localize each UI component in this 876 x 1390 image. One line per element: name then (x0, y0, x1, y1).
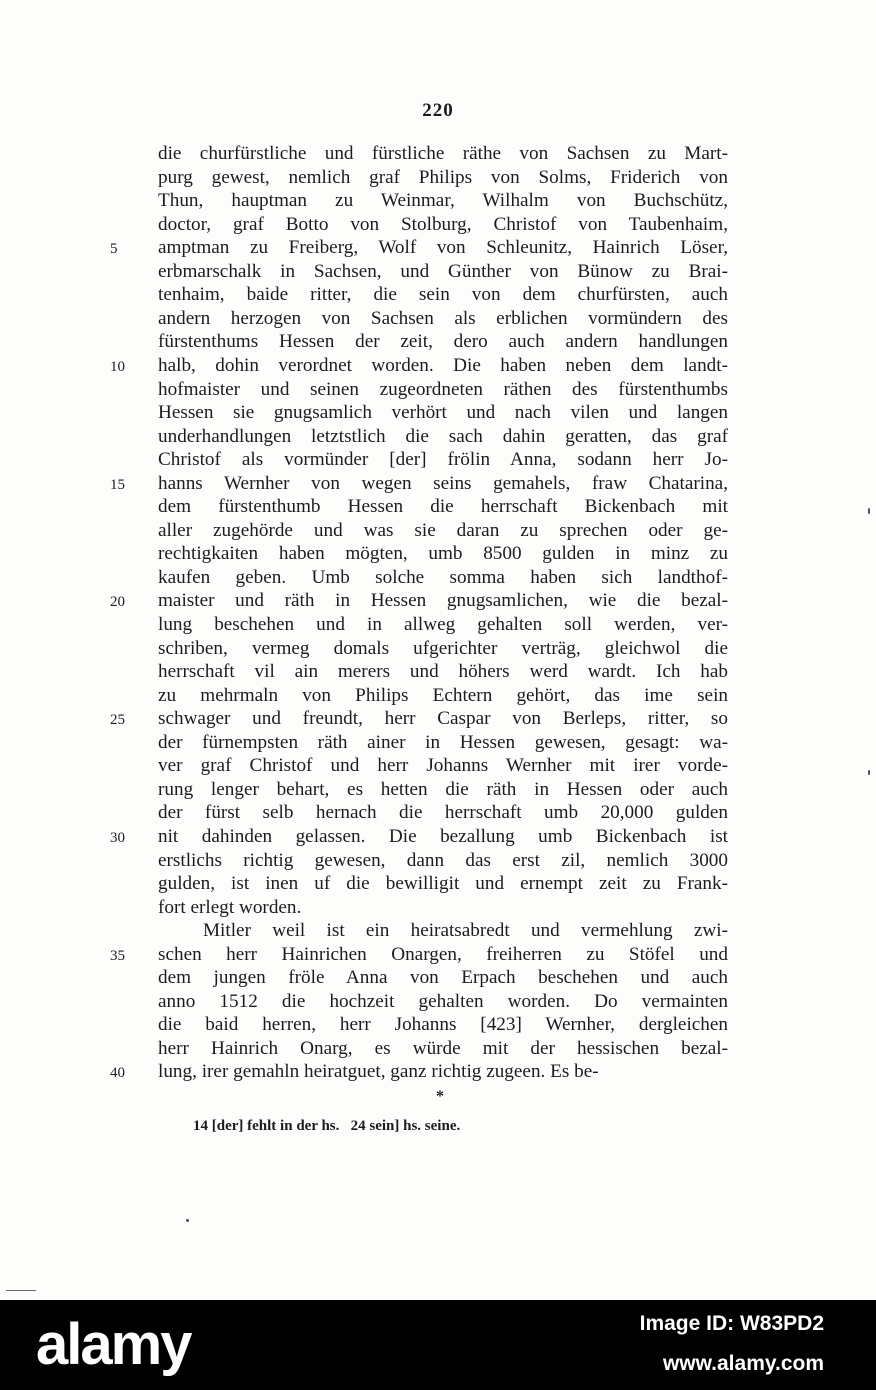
text-line: Hessen sie gnugsamlich verhört und nach vilen und langen (158, 402, 728, 423)
text-line: rechtigkaiten haben mögten, umb 8500 gulden in minz zu (158, 543, 728, 564)
text-line: gulden, ist inen uf die bewilligit und ernempt zeit zu Frank- (158, 873, 728, 894)
text-line: herr Hainrich Onarg, es würde mit der hessischen bezal- (158, 1038, 728, 1059)
scan-speck (868, 770, 870, 775)
text-line: schriben, vermeg domals ufgerichter verträg, gleichwol die (158, 638, 728, 659)
line-number: 10 (110, 359, 125, 375)
text-line: rung lenger behart, es hetten die räth in Hessen oder auch (158, 779, 728, 800)
scan-speck (868, 508, 870, 514)
text-line: underhandlungen letztstlich die sach dahin geratten, das graf (158, 426, 728, 447)
text-line: der fürst selb hernach die herrschaft umb 20,000 gulden (158, 802, 728, 823)
text-line: purg gewest, nemlich graf Philips von Solms, Friderich von (158, 167, 728, 188)
scan-speck (186, 1219, 189, 1222)
text-line: zu mehrmaln von Philips Echtern gehört, das ime sein (158, 685, 728, 706)
text-line: die baid herren, herr Johanns [423] Wernher, dergleichen (158, 1014, 728, 1035)
line-number: 35 (110, 948, 125, 964)
line-number: 5 (110, 241, 118, 257)
text-line: kaufen geben. Umb solche somma haben sich landthof- (158, 567, 728, 588)
text-line: der fürnempsten räth ainer in Hessen gewesen, gesagt: wa- (158, 732, 728, 753)
text-line: schen herr Hainrichen Onargen, freiherren zu Stöfel und (158, 944, 728, 965)
text-line: Mitler weil ist ein heiratsabredt und vermehlung zwi- (203, 920, 728, 941)
text-line: fürstenthums Hessen der zeit, dero auch andern handlungen (158, 331, 728, 352)
text-line: schwager und freundt, herr Caspar von Berleps, ritter, so (158, 708, 728, 729)
page-number: 220 (422, 100, 454, 121)
text-line: nit dahinden gelassen. Die bezallung umb Bickenbach ist (158, 826, 728, 847)
text-line: fort erlegt worden. (158, 897, 302, 918)
text-line: lung, irer gemahln heiratguet, ganz richtig zugeen. Es be- (158, 1061, 599, 1082)
text-line: andern herzogen von Sachsen als erblichen vormündern des (158, 308, 728, 329)
line-number: 30 (110, 830, 125, 846)
text-line: erbmarschalk in Sachsen, und Günther von Bünow zu Brai- (158, 261, 728, 282)
text-line: herrschaft vil ain merers und höhers werd wardt. Ich hab (158, 661, 728, 682)
text-line: maister und räth in Hessen gnugsamlichen, wie die bezal- (158, 590, 728, 611)
text-line: Christof als vormünder [der] frölin Anna, sodann herr Jo- (158, 449, 728, 470)
text-line: Thun, hauptman zu Weinmar, Wilhalm von Buchschütz, (158, 190, 728, 211)
text-line: halb, dohin verordnet worden. Die haben neben dem landt- (158, 355, 728, 376)
text-line: lung beschehen und in allweg gehalten soll werden, ver- (158, 614, 728, 635)
alamy-logo: alamy (36, 1312, 191, 1377)
text-line: hofmaister und seinen zugeordneten räthen des fürstenthumbs (158, 379, 728, 400)
scan-mark (6, 1290, 36, 1291)
image-id: Image ID: W83PD2 (639, 1312, 824, 1335)
text-line: erstlichs richtig gewesen, dann das erst zil, nemlich 3000 (158, 850, 728, 871)
footnote-marker: * (436, 1088, 444, 1105)
line-number: 20 (110, 594, 125, 610)
line-number: 25 (110, 712, 125, 728)
text-line: doctor, graf Botto von Stolburg, Christof von Taubenhaim, (158, 214, 728, 235)
text-line: dem jungen fröle Anna von Erpach beschehen und auch (158, 967, 728, 988)
text-line: hanns Wernher von wegen seins gemahels, fraw Chatarina, (158, 473, 728, 494)
site-url: www.alamy.com (662, 1352, 824, 1375)
watermark-banner (0, 1300, 876, 1390)
line-number: 40 (110, 1065, 125, 1081)
line-number: 15 (110, 477, 125, 493)
text-line: ver graf Christof und herr Johanns Wernher mit irer vorde- (158, 755, 728, 776)
text-line: die churfürstliche und fürstliche räthe von Sachsen zu Mart- (158, 143, 728, 164)
text-line: tenhaim, baide ritter, die sein von dem churfürsten, auch (158, 284, 728, 305)
text-line: anno 1512 die hochzeit gehalten worden. Do vermainten (158, 991, 728, 1012)
text-line: dem fürstenthumb Hessen die herrschaft Bickenbach mit (158, 496, 728, 517)
text-line: amptman zu Freiberg, Wolf von Schleunitz, Hainrich Löser, (158, 237, 728, 258)
footnote: 14 [der] fehlt in der hs. 24 sein] hs. seine. (193, 1118, 461, 1134)
text-line: aller zugehörde und was sie daran zu sprechen oder ge- (158, 520, 728, 541)
